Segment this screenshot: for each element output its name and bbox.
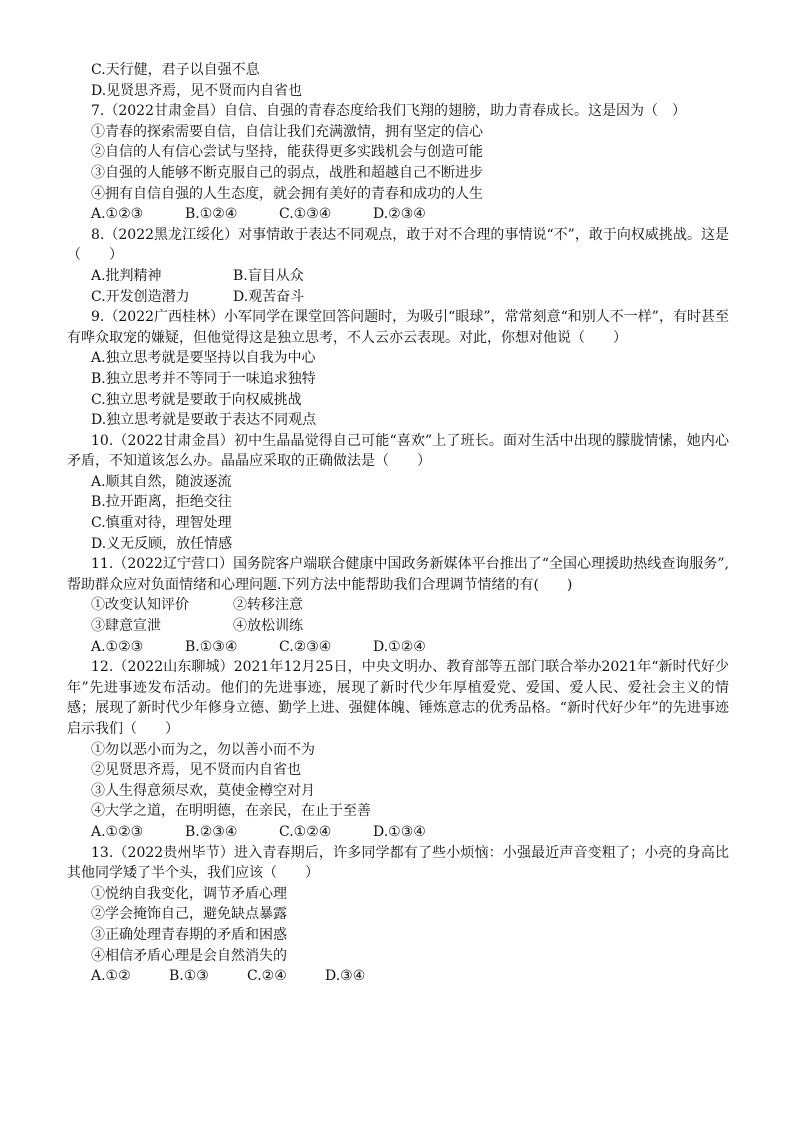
q10-option-c: C.慎重对待，理智处理 (91, 515, 232, 532)
q8-choices-row-2 (67, 287, 729, 308)
q8-choice-a: A.批判精神 (91, 267, 162, 284)
question-13 (67, 843, 729, 987)
q9-stem: 9.（2022广西桂林）小军同学在课堂回答问题时，为吸引“眼球”，常常刻意“和别人不一样”，有时甚至有哗众取宠的嫌疑，但他觉得这是独立思考，不人云亦云表现。对此，你想对他说（ ） (67, 309, 729, 346)
q11-statement-2: ②转移注意 (233, 597, 303, 614)
q12-choice-a: A.①②③ (91, 823, 144, 840)
q7-stem: 7.（2022甘肃金昌）自信、自强的青春态度给我们飞翔的翅膀，助力青春成长。这是因为（ ） (91, 103, 686, 120)
q6-option-c: C.天行健，君子以自强不息 (91, 62, 260, 78)
q13-choice-a: A.①② (91, 968, 131, 985)
q13-choice-d: D.③④ (325, 968, 366, 985)
q12-choice-d: D.①③④ (373, 823, 426, 840)
q7-choices (67, 204, 729, 225)
q13-choices (67, 966, 729, 987)
q11-choice-b: B.①③④ (185, 638, 238, 655)
q11-choices (67, 637, 729, 658)
q10-option-d: D.义无反顾，放任情感 (91, 535, 233, 552)
q13-statement-3: ③正确处理青春期的矛盾和困惑 (91, 926, 287, 943)
q13-choice-b: B.①③ (169, 968, 209, 985)
q7-statement-1: ①青春的探索需要自信，自信让我们充满激情，拥有坚定的信心 (91, 123, 483, 140)
q12-statement-2: ②见贤思齐焉，见不贤而内自省也 (91, 762, 301, 779)
q7-choice-b: B.①②④ (185, 206, 238, 223)
q7-statement-2: ②自信的人有信心尝试与坚持，能获得更多实践机会与创造可能 (91, 144, 483, 161)
q12-choice-c: C.①②④ (279, 823, 332, 840)
q11-statements-row-2 (67, 616, 729, 637)
q8-stem: 8.（2022黑龙江绥化）对事情敢于表达不同观点，敢于对不合理的事情说“不”，敢于向权威挑战。这是（ ） (67, 226, 729, 264)
q13-statement-2: ②学会掩饰自己，避免缺点暴露 (91, 906, 287, 923)
q11-statement-4: ④放松训练 (233, 618, 303, 635)
q13-statement-1: ①悦纳自我变化，调节矛盾心理 (91, 885, 287, 902)
q11-choice-c: C.②③④ (279, 638, 332, 655)
question-8 (67, 225, 729, 307)
q11-statement-3: ③肆意宣泄 (91, 618, 161, 635)
q12-choices (67, 822, 729, 843)
q12-statement-1: ①勿以恶小而为之，勿以善小而不为 (91, 741, 315, 758)
q8-choice-b: B.盲目从众 (233, 267, 304, 284)
q11-statements-row-1 (67, 595, 729, 616)
q7-statement-3: ③自强的人能够不断克服自己的弱点，战胜和超越自己不断进步 (91, 164, 483, 181)
q10-option-a: A.顺其自然，随波逐流 (91, 473, 232, 490)
q13-choice-c: C.②④ (247, 968, 287, 985)
q13-stem: 13.（2022贵州毕节）进入青春期后，许多同学都有了些小烦恼：小强最近声音变粗了；小亮的身高比其他同学矮了半个头，我们应该（ ） (67, 844, 729, 882)
q7-choice-a: A.①②③ (91, 206, 144, 223)
q7-choice-d: D.②③④ (373, 206, 426, 223)
q7-statement-4: ④拥有自信自强的人生态度，就会拥有美好的青春和成功的人生 (91, 185, 483, 202)
q11-choice-d: D.①②④ (373, 638, 426, 655)
q13-statement-4: ④相信矛盾心理是会自然消失的 (91, 947, 287, 964)
question-12 (67, 657, 729, 842)
q12-choice-b: B.②③④ (185, 823, 238, 840)
q10-stem: 10.（2022甘肃金昌）初中生晶晶觉得自己可能“喜欢”上了班长。面对生活中出现的朦胧情愫，她内心矛盾，不知道该怎么办。晶晶应采取的正确做法是（ ） (67, 432, 729, 470)
q12-statement-4: ④大学之道，在明明德，在亲民，在止于至善 (91, 803, 371, 820)
question-9 (67, 307, 729, 431)
question-list (67, 60, 729, 987)
q9-option-d: D.独立思考就是要敢于表达不同观点 (91, 412, 317, 429)
question-7 (67, 101, 729, 225)
q11-statement-1: ①改变认知评价 (91, 597, 189, 614)
q10-option-b: B.拉开距离，拒绝交往 (91, 494, 232, 511)
question-11 (67, 554, 729, 657)
question-10 (67, 431, 729, 555)
q9-option-b: B.独立思考并不等同于一味追求独特 (91, 370, 316, 387)
q8-choices-row-1 (67, 266, 729, 287)
q11-choice-a: A.①②③ (91, 638, 144, 655)
q8-choice-c: C.开发创造潜力 (91, 288, 190, 305)
q9-option-c: C.独立思考就是要敢于向权威挑战 (91, 391, 302, 408)
q8-choice-d: D.观苦奋斗 (233, 288, 305, 305)
q12-statement-3: ③人生得意须尽欢，莫使金樽空对月 (91, 782, 315, 799)
q7-choice-c: C.①③④ (279, 206, 332, 223)
q12-stem: 12.（2022山东聊城）2021年12月25日，中央文明办、教育部等五部门联合举办2021年“新时代好少年”先进事迹发布活动。他们的先进事迹，展现了新时代少年厚植爱党、爱国、爱人民、爱社会主义的情感；展现了新时代少年修身立德、勤学上进、强健体魄、锤炼意志的优秀品格。“新时代好少年”的先进事迹启示我们（ ） (67, 659, 729, 737)
q6-option-d: D.见贤思齐焉，见不贤而内自省也 (91, 82, 303, 99)
q11-stem: 11.（2022辽宁营口）国务院客户端联合健康中国政务新媒体平台推出了“全国心理援助热线查询服务”,帮助群众应对负面情绪和心理问题.下列方法中能帮助我们合理调节情绪的有( ) (67, 556, 729, 593)
q9-option-a: A.独立思考就是要坚持以自我为中心 (91, 350, 316, 367)
